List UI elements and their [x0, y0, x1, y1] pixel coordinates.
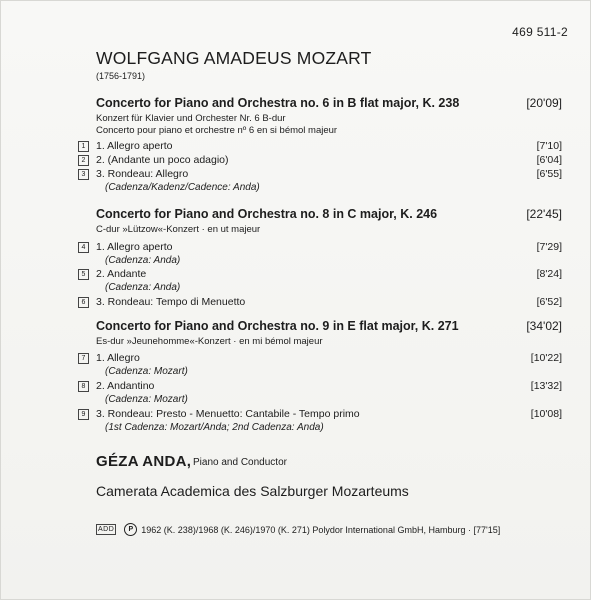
work-duration: [20'09]	[526, 96, 562, 110]
copyright-footer	[96, 523, 500, 536]
track-number-box: 1	[78, 141, 89, 152]
track-title: 2. Andantino	[96, 380, 155, 392]
cadenza-note: (Cadenza/Kadenz/Cadence: Anda)	[105, 182, 260, 193]
track-title: 3. Rondeau: Allegro	[96, 168, 189, 180]
composer-name: WOLFGANG AMADEUS MOZART	[96, 48, 372, 68]
track-title: 1. Allegro aperto	[96, 140, 173, 152]
track-duration: [6'55]	[536, 168, 562, 180]
work-title: Concerto for Piano and Orchestra no. 8 in C major, K. 246	[96, 207, 438, 221]
work-duration: [34'02]	[526, 319, 562, 333]
performer-name: GÉZA ANDA,	[96, 453, 192, 470]
track-number-box: 5	[78, 269, 89, 280]
cadenza-note: (1st Cadenza: Mozart/Anda; 2nd Cadenza: Anda)	[105, 422, 324, 433]
performer-role: Piano and Conductor	[193, 457, 287, 468]
track-duration: [10'22]	[530, 352, 562, 364]
work-subtitle: Konzert für Klavier und Orchester Nr. 6 B-dur	[96, 113, 286, 124]
ensemble-name: Camerata Academica des Salzburger Mozarteums	[96, 483, 409, 499]
track-duration: [13'32]	[530, 380, 562, 392]
cadenza-note: (Cadenza: Anda)	[105, 282, 181, 293]
track-title: 1. Allegro	[96, 352, 140, 364]
phonogram-copyright-icon: P	[124, 523, 137, 536]
work-title: Concerto for Piano and Orchestra no. 6 in B flat major, K. 238	[96, 96, 460, 110]
track-number-box: 3	[78, 169, 89, 180]
copyright-text: 1962 (K. 238)/1968 (K. 246)/1970 (K. 271) Polydor International GmbH, Hamburg · [77'15]	[141, 524, 501, 535]
work-subtitle: C-dur »Lützow«-Konzert · en ut majeur	[96, 224, 261, 235]
cadenza-note: (Cadenza: Mozart)	[105, 394, 188, 405]
track-number-box: 8	[78, 381, 89, 392]
work-title: Concerto for Piano and Orchestra no. 9 in E flat major, K. 271	[96, 319, 459, 333]
track-duration: [10'08]	[530, 408, 562, 420]
catalog-number: 469 511-2	[512, 25, 568, 39]
track-duration: [6'52]	[536, 296, 562, 308]
work-duration: [22'45]	[526, 207, 562, 221]
track-title: 1. Allegro aperto	[96, 241, 173, 253]
work-subtitle: Concerto pour piano et orchestre nº 6 en si bémol majeur	[96, 125, 338, 136]
work-subtitle: Es-dur »Jeunehomme«-Konzert · en mi bémol majeur	[96, 336, 323, 347]
track-number-box: 9	[78, 409, 89, 420]
composer-dates: (1756-1791)	[96, 71, 146, 81]
track-duration: [7'29]	[536, 241, 562, 253]
cadenza-note: (Cadenza: Mozart)	[105, 366, 188, 377]
track-duration: [8'24]	[536, 268, 562, 280]
add-code-badge: ADD	[98, 526, 115, 533]
track-title: 2. (Andante un poco adagio)	[96, 154, 229, 166]
cadenza-note: (Cadenza: Anda)	[105, 255, 181, 266]
track-number-box: 7	[78, 353, 89, 364]
track-duration: [6'04]	[536, 154, 562, 166]
track-number-box: 6	[78, 297, 89, 308]
track-title: 2. Andante	[96, 268, 147, 280]
track-number-box: 2	[78, 155, 89, 166]
track-number-box: 4	[78, 242, 89, 253]
track-title: 3. Rondeau: Tempo di Menuetto	[96, 296, 246, 308]
track-duration: [7'10]	[536, 140, 562, 152]
track-title: 3. Rondeau: Presto - Menuetto: Cantabile - Tempo primo	[96, 408, 360, 420]
